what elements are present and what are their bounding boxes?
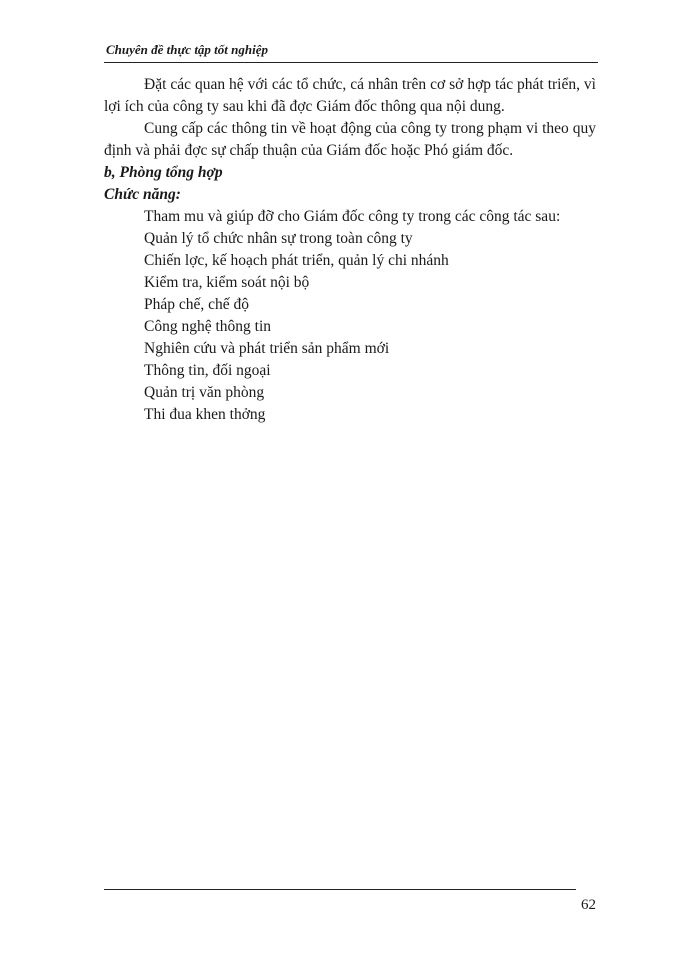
paragraph-relations: Đặt các quan hệ với các tổ chức, cá nhân trên cơ sở hợp tác phát triển, vì lợi ích của công ty sau khi đã đợc Giám đốc thông qua nội dung. (104, 76, 596, 115)
function-heading: Chức năng: (104, 186, 181, 203)
list-item: Chiến lợc, kế hoạch phát triển, quản lý chi nhánh (144, 252, 449, 269)
running-header-title: Chuyên đề thực tập tốt nghiệp (106, 42, 268, 57)
list-item: Pháp chế, chế độ (144, 296, 250, 313)
list-item: Thông tin, đối ngoại (144, 362, 271, 379)
header-divider (104, 62, 598, 63)
footer-divider (104, 889, 576, 890)
list-item: Thi đua khen thởng (144, 406, 266, 423)
list-item: Kiểm tra, kiểm soát nội bộ (144, 274, 310, 291)
paragraph-information: Cung cấp các thông tin về hoạt động của công ty trong phạm vi theo quy định và phải đợc sự chấp thuận của Giám đốc hoặc Phó giám đốc. (104, 120, 596, 159)
list-item: Công nghệ thông tin (144, 318, 272, 335)
functions-intro: Tham mu và giúp đỡ cho Giám đốc công ty trong các công tác sau: (144, 208, 561, 225)
page-content (104, 74, 596, 426)
list-item: Quản lý tổ chức nhân sự trong toàn công ty (144, 230, 413, 247)
page-number: 62 (581, 897, 596, 913)
functions-list (104, 228, 596, 426)
list-item: Nghiên cứu và phát triển sản phẩm mới (144, 340, 390, 357)
section-heading: b, Phòng tổng hợp (104, 164, 223, 181)
list-item: Quản trị văn phòng (144, 384, 265, 401)
